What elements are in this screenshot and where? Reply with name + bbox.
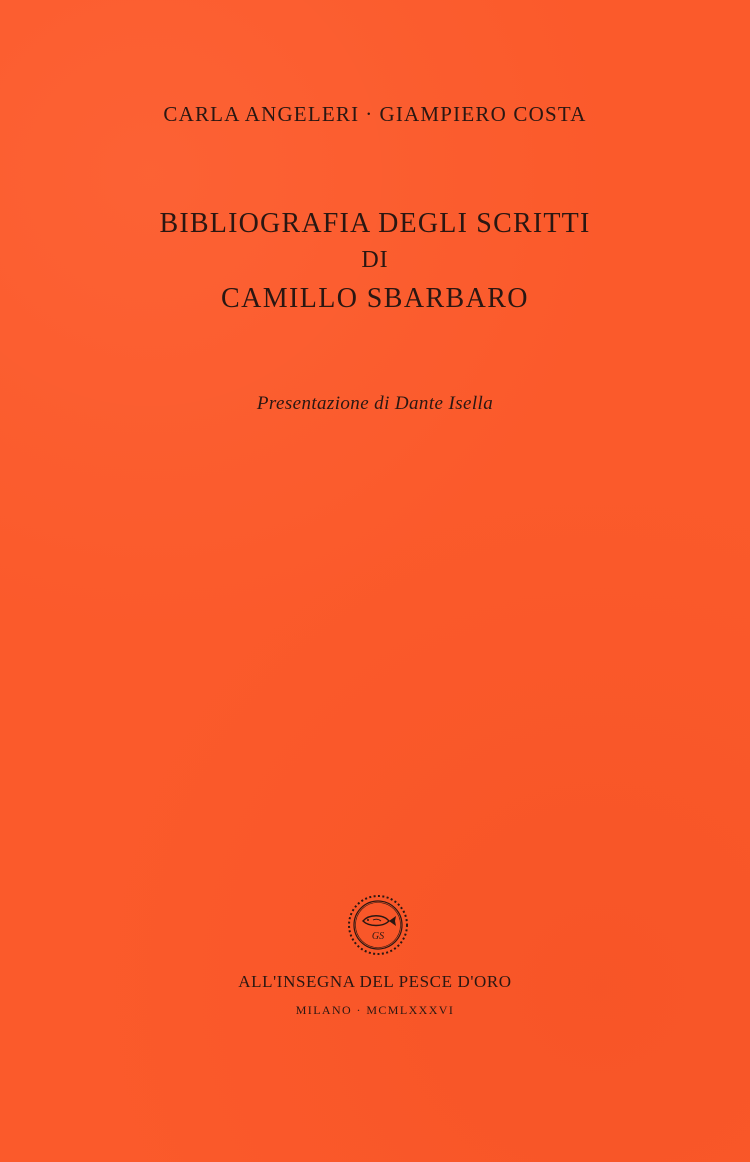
authors-line — [0, 102, 750, 127]
publisher-name: ALL'INSEGNA DEL PESCE D'ORO — [238, 972, 512, 991]
fish-seal-icon — [347, 894, 409, 956]
author-second: GIAMPIERO COSTA — [379, 102, 587, 126]
title-line-2: DI — [361, 247, 389, 273]
emblem-monogram: GS — [371, 931, 385, 942]
title-line-3: CAMILLO SBARBARO — [221, 283, 529, 314]
publication-place-date: MILANO · MCMLXXXVI — [295, 1003, 455, 1017]
presentation-credit: Presentazione di Dante Isella — [256, 393, 494, 414]
author-first: CARLA ANGELERI — [163, 102, 360, 126]
title-line-1: BIBLIOGRAFIA DEGLI SCRITTI — [159, 208, 591, 239]
author-separator: · — [365, 102, 374, 126]
